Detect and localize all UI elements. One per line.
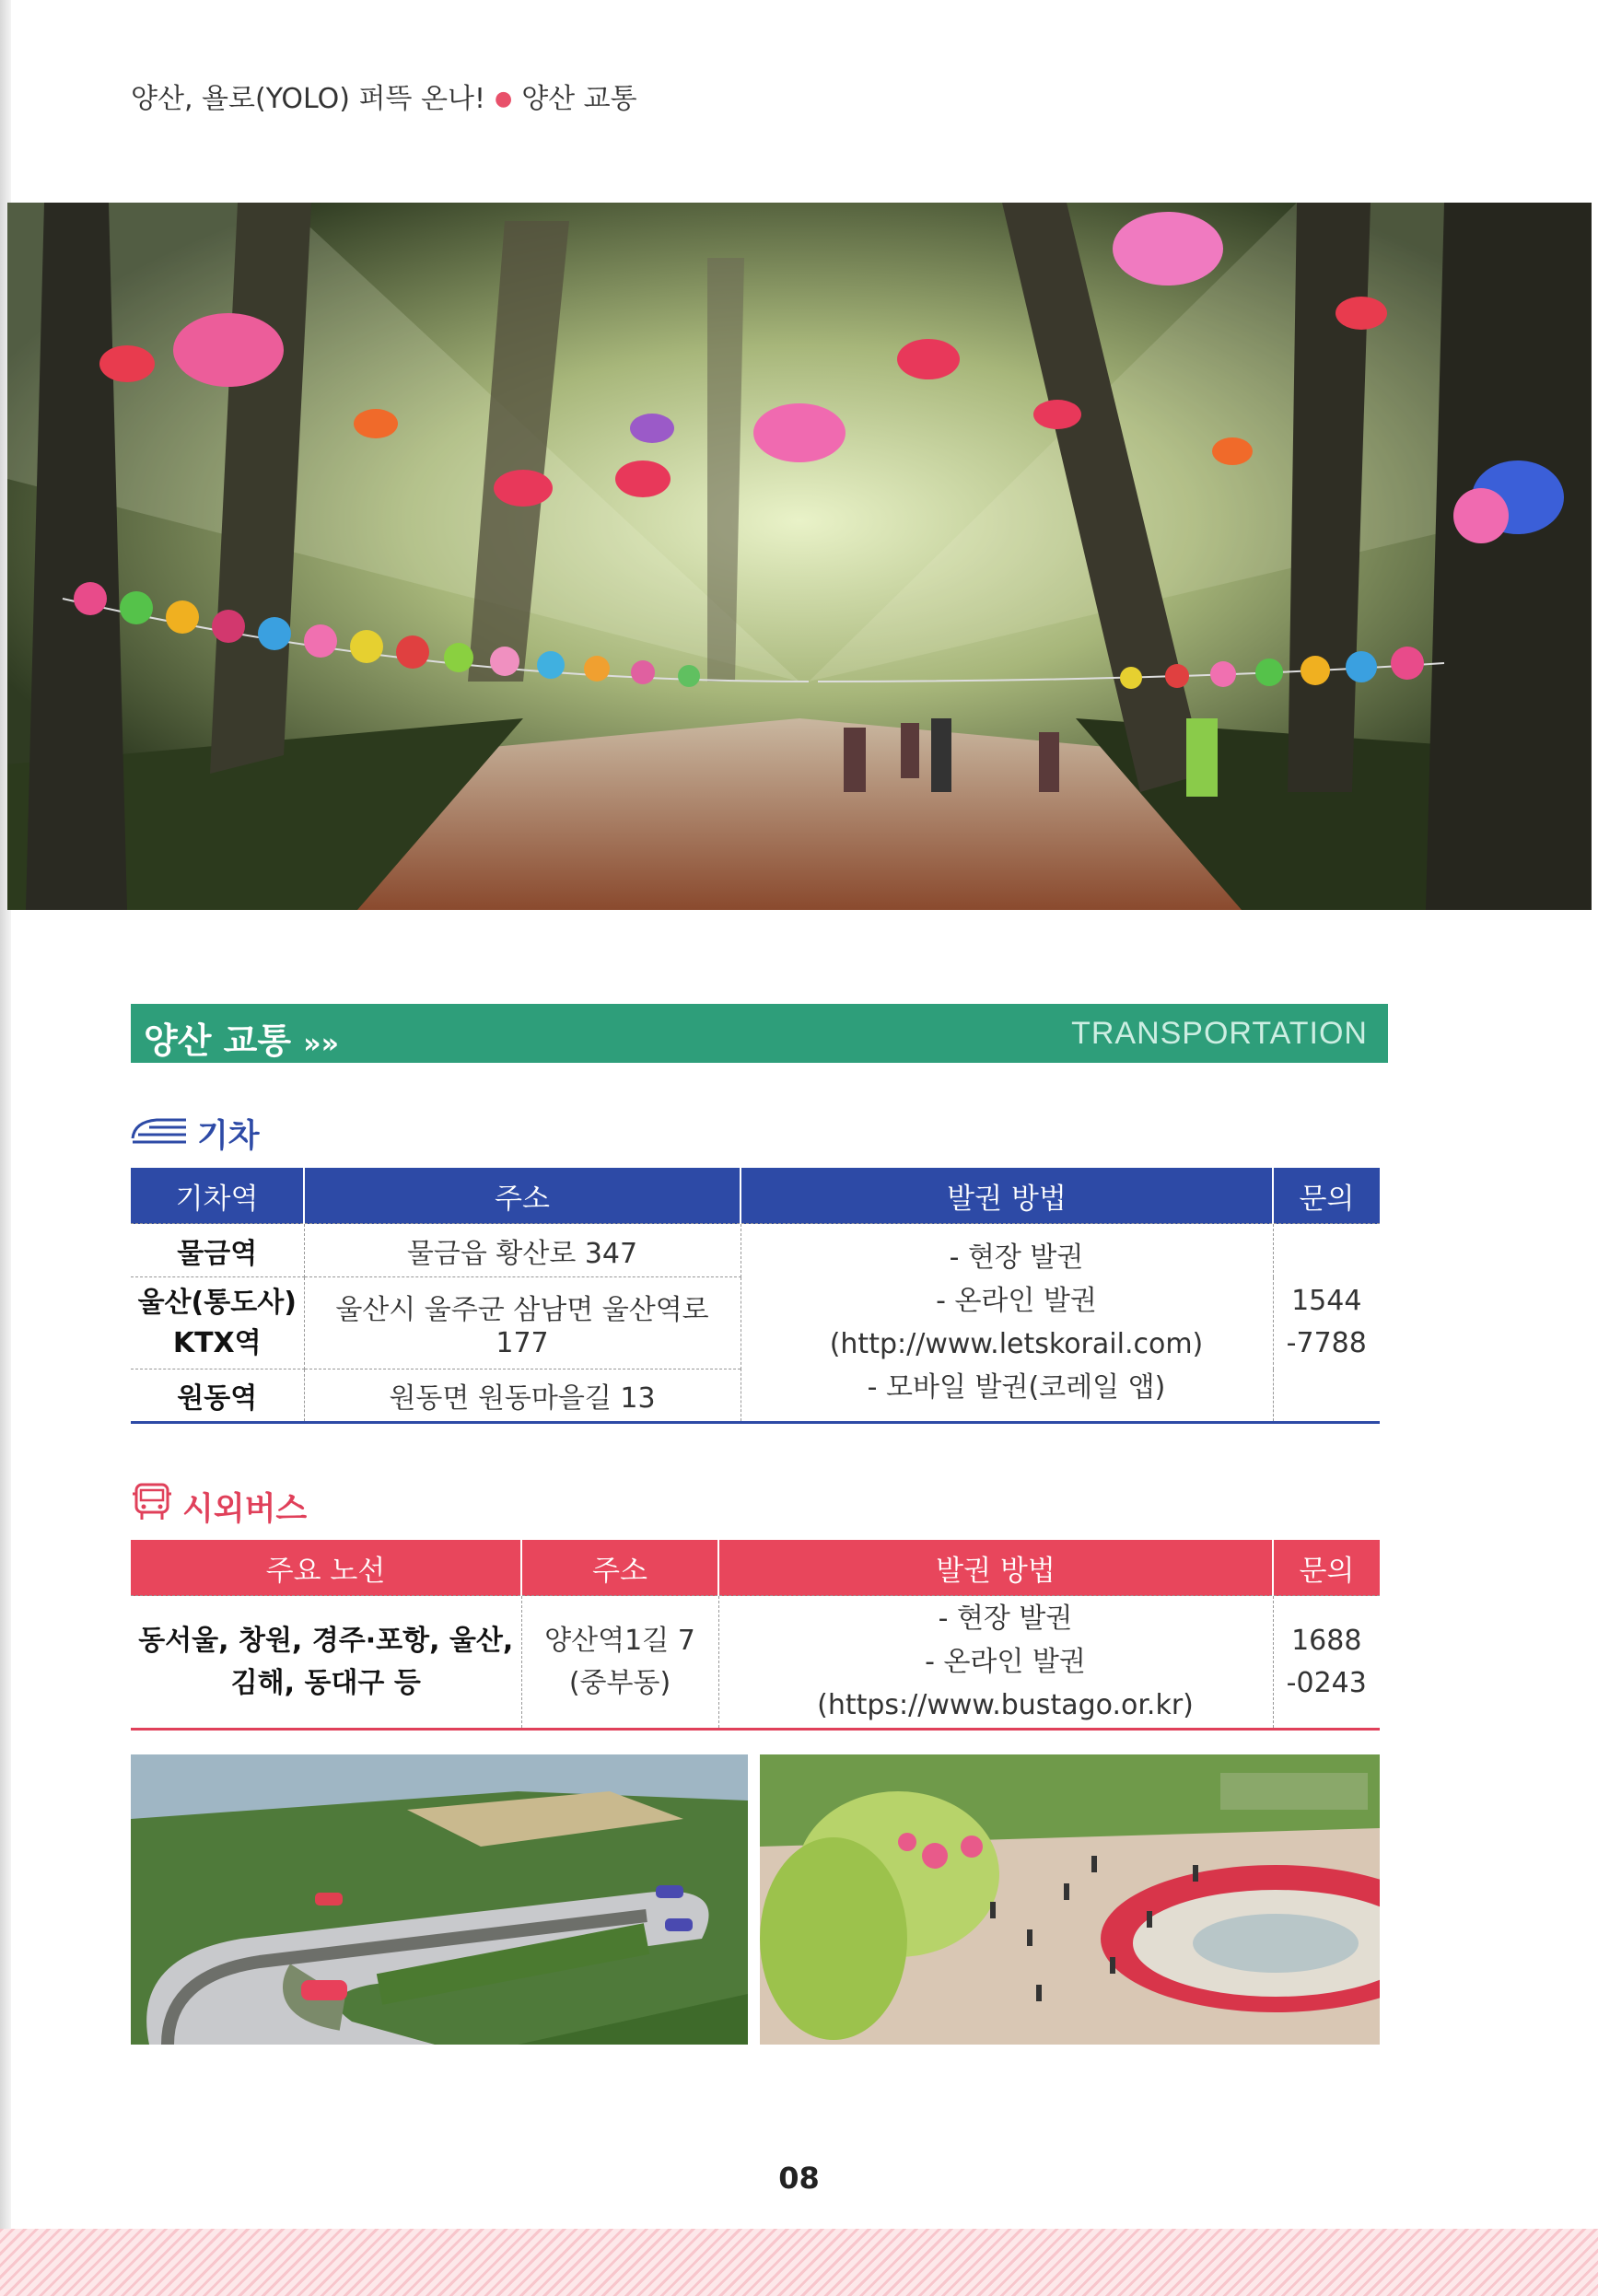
train-table-header xyxy=(131,1168,1380,1224)
bus-table-header xyxy=(131,1540,1380,1596)
train-ticketing-cell xyxy=(741,1224,1273,1423)
ticketing-item: - 온라인 발권(http://www.letskorail.com) xyxy=(829,1285,1204,1360)
bullet-dot-icon: ● xyxy=(494,87,513,111)
running-head-section: 양산 교통 xyxy=(521,83,637,115)
section-title-ko: 양산 교통 »» xyxy=(144,1020,340,1061)
double-chevron-icon: »» xyxy=(303,1028,340,1060)
train-heading xyxy=(131,1111,260,1157)
ticketing-item: - 온라인 발권(https://www.bustago.or.kr) xyxy=(817,1646,1194,1721)
running-head xyxy=(131,76,637,116)
header-address: 주소 xyxy=(521,1540,718,1596)
contact-number-part: -0243 xyxy=(1286,1666,1367,1699)
bus-terminal-address: 양산역1길 7 (중부동) xyxy=(521,1596,718,1730)
bus-heading-label: 시외버스 xyxy=(182,1490,308,1528)
bus-table xyxy=(131,1540,1380,1731)
bus-heading xyxy=(131,1481,307,1532)
station-address: 울산시 울주군 삼남면 울산역로 177 xyxy=(304,1277,741,1369)
ticketing-item: - 현장 발권 xyxy=(949,1241,1084,1274)
contact-number-part: -7788 xyxy=(1286,1327,1367,1359)
header-ticketing: 발권 방법 xyxy=(718,1540,1273,1596)
station-name: 물금역 xyxy=(131,1224,304,1277)
header-contact: 문의 xyxy=(1273,1540,1380,1596)
station-address: 원동면 원동마을길 13 xyxy=(304,1369,741,1423)
train-icon xyxy=(131,1114,188,1154)
header-ticketing: 발권 방법 xyxy=(741,1168,1273,1224)
bus-routes: 동서울, 창원, 경주·포항, 울산, 김해, 동대구 등 xyxy=(131,1596,521,1730)
bus-ticketing-cell xyxy=(718,1596,1273,1730)
photo-park-fountain xyxy=(760,1754,1380,2045)
train-contact-cell xyxy=(1273,1224,1380,1423)
ticketing-item: - 현장 발권 xyxy=(938,1603,1073,1635)
bus-contact-cell xyxy=(1273,1596,1380,1730)
header-station: 기차역 xyxy=(131,1168,304,1224)
page-number: 08 xyxy=(778,2161,820,2196)
train-heading-label: 기차 xyxy=(197,1118,260,1155)
station-name: 울산(통도사) KTX역 xyxy=(131,1277,304,1369)
station-name: 원동역 xyxy=(131,1369,304,1423)
footer-pattern-band xyxy=(0,2229,1598,2296)
section-title-en: TRANSPORTATION xyxy=(1071,1016,1368,1051)
contact-number-part: 1544 xyxy=(1291,1285,1362,1317)
table-row xyxy=(131,1596,1380,1730)
photo-luge-track xyxy=(131,1754,748,2045)
table-row xyxy=(131,1224,1380,1277)
section-bar-transportation xyxy=(131,1004,1388,1063)
header-route: 주요 노선 xyxy=(131,1540,521,1596)
header-contact: 문의 xyxy=(1273,1168,1380,1224)
contact-number-part: 1688 xyxy=(1291,1624,1362,1657)
station-address: 물금읍 황산로 347 xyxy=(304,1224,741,1277)
running-head-title: 양산, 욜로(YOLO) 퍼뜩 온나! xyxy=(131,83,485,115)
ticketing-item: - 모바일 발권(코레일 앱) xyxy=(867,1371,1166,1404)
bus-icon xyxy=(131,1481,173,1532)
train-table xyxy=(131,1168,1380,1424)
hero-photo-lantern-forest xyxy=(7,203,1592,910)
header-address: 주소 xyxy=(304,1168,741,1224)
